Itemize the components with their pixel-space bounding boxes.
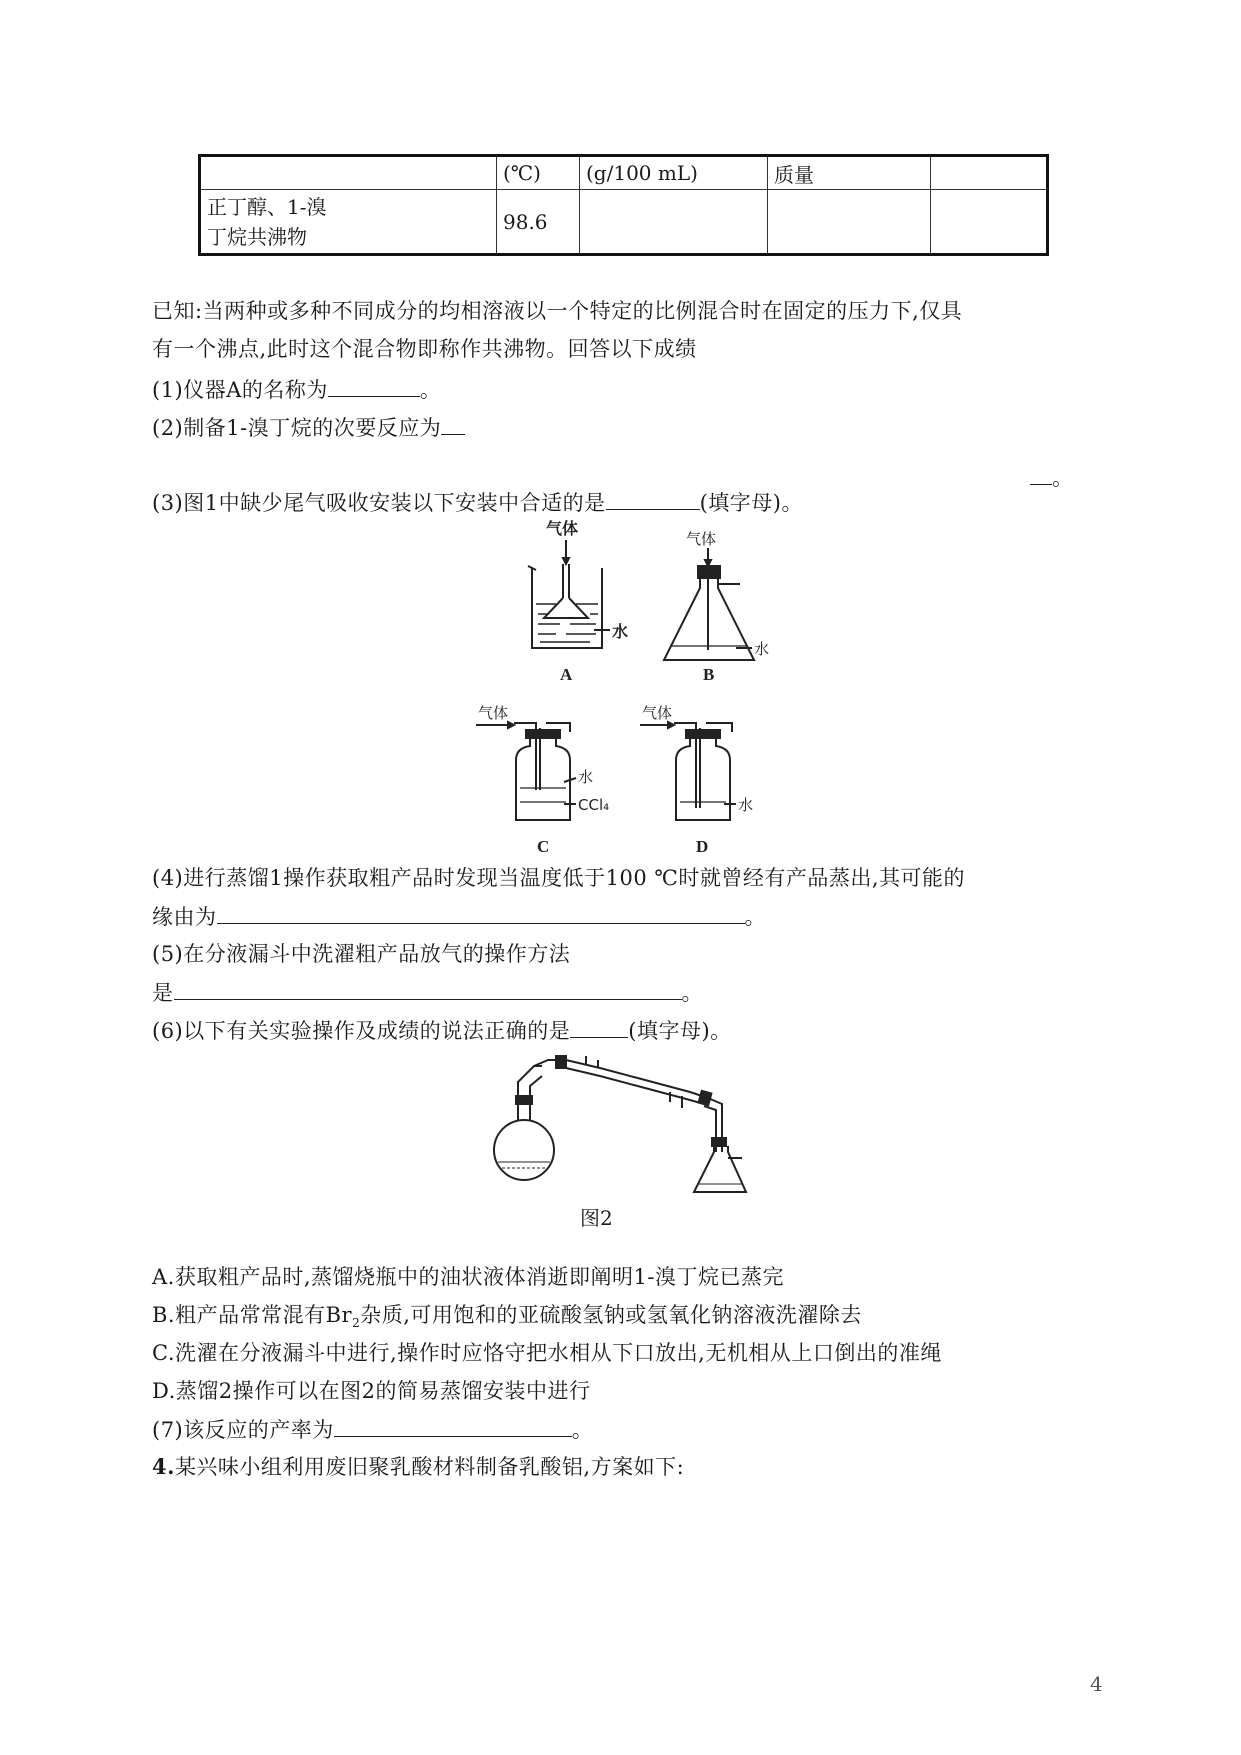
table-cell-bp: 98.6 bbox=[497, 190, 580, 255]
name-line: 丁烷共沸物 bbox=[207, 224, 307, 249]
gas-label-a: 气体 bbox=[546, 520, 579, 538]
question-5-line-2 bbox=[152, 977, 703, 1008]
question-7 bbox=[152, 1414, 593, 1445]
gas-label-d: 气体 bbox=[642, 704, 673, 722]
water-label-b: 水 bbox=[754, 640, 770, 658]
water-label-d: 水 bbox=[738, 796, 754, 814]
option-b bbox=[152, 1300, 862, 1338]
table-cell-mass bbox=[768, 190, 931, 255]
option-a: A.获取粗产品时,蒸馏烧瓶中的油状液体消逝即阐明1-溴丁烷已蒸完 bbox=[152, 1265, 784, 1289]
known-text-2: 有一个沸点,此时这个混合物即称作共沸物。回答以下成绩 bbox=[152, 337, 697, 361]
question-1 bbox=[152, 374, 441, 405]
option-d: D.蒸馏2操作可以在图2的简易蒸馏安装中进行 bbox=[152, 1379, 591, 1403]
q2-end: 。 bbox=[1052, 466, 1074, 490]
q7-text: (7)该反应的产率为 bbox=[152, 1418, 334, 1442]
q5-answer-blank[interactable] bbox=[174, 977, 682, 1000]
table-header-cell bbox=[931, 156, 1048, 190]
gas-absorption-apparatus-figure bbox=[460, 520, 800, 860]
table-header-cell bbox=[200, 156, 497, 190]
q6-answer-blank[interactable] bbox=[570, 1015, 628, 1038]
q2-text: (2)制备1-溴丁烷的次要反应为 bbox=[152, 416, 442, 440]
option-b-subscript: 2 bbox=[352, 1316, 361, 1331]
q7-answer-blank[interactable] bbox=[334, 1414, 572, 1437]
known-text-1: 已知:当两种或多种不同成分的均相溶液以一个特定的比例混合时在固定的压力下,仅具 bbox=[152, 299, 963, 323]
question-6 bbox=[152, 1015, 732, 1046]
question-4-line-2 bbox=[152, 901, 766, 932]
apparatus-a bbox=[528, 520, 628, 684]
question-2 bbox=[152, 412, 465, 443]
q4-text: 缘由为 bbox=[152, 905, 217, 929]
q6-end: (填字母)。 bbox=[628, 1019, 732, 1043]
q3-text: (3)图1中缺少尾气吸收安装以下安装中合适的是 bbox=[152, 491, 606, 515]
name-line: 正丁醇、1-溴 bbox=[207, 194, 327, 219]
distillation-apparatus-figure-2 bbox=[490, 1052, 760, 1202]
q1-answer-blank[interactable] bbox=[328, 374, 420, 397]
q1-text: (1)仪器A的名称为 bbox=[152, 378, 328, 402]
table-cell-name bbox=[200, 190, 497, 255]
q7-end: 。 bbox=[571, 1418, 594, 1442]
q6-text: (6)以下有关实验操作及成绩的说法正确的是 bbox=[152, 1019, 571, 1043]
table-header-row bbox=[200, 156, 1048, 190]
label-b: B bbox=[703, 665, 715, 684]
table-cell-solubility bbox=[580, 190, 768, 255]
label-a: A bbox=[560, 665, 573, 684]
gas-label-c: 气体 bbox=[478, 704, 509, 722]
table-header-cell: 质量 bbox=[768, 156, 931, 190]
table-header-cell: (g/100 mL) bbox=[580, 156, 768, 190]
properties-table bbox=[198, 154, 1049, 256]
q3-answer-blank[interactable] bbox=[606, 487, 700, 510]
q4-answer-blank[interactable] bbox=[217, 901, 745, 924]
table-row bbox=[200, 190, 1048, 255]
table-cell-extra bbox=[931, 190, 1048, 255]
apparatus-c bbox=[476, 704, 609, 856]
label-c: C bbox=[537, 837, 550, 856]
question-number: 4. bbox=[152, 1454, 175, 1479]
water-label-c: 水 bbox=[578, 768, 594, 786]
question-3 bbox=[152, 487, 803, 518]
page-number: 4 bbox=[1090, 1672, 1103, 1696]
water-label-a: 水 bbox=[612, 622, 629, 641]
q5-text: 是 bbox=[152, 981, 174, 1005]
option-c: C.洗濯在分液漏斗中进行,操作时应恪守把水相从下口放出,无机相从上口倒出的准绳 bbox=[152, 1341, 942, 1365]
q4-end: 。 bbox=[744, 905, 766, 929]
ccl4-label: CCl₄ bbox=[578, 796, 610, 814]
question-4-next bbox=[152, 1452, 684, 1482]
q2-answer-blank[interactable] bbox=[441, 412, 465, 435]
gas-label-b: 气体 bbox=[686, 530, 717, 548]
table-header-cell: (℃) bbox=[497, 156, 580, 190]
question-5-line-1: (5)在分液漏斗中洗濯粗产品放气的操作方法 bbox=[152, 942, 571, 966]
q2-answer-blank-end[interactable] bbox=[1030, 462, 1052, 485]
figure-2-caption: 图2 bbox=[580, 1206, 613, 1230]
label-d: D bbox=[696, 837, 709, 856]
q2-answer-end bbox=[1030, 462, 1074, 493]
question-4-line-1: (4)进行蒸馏1操作获取粗产品时发现当温度低于100 ℃时就曾经有产品蒸出,其可能的 bbox=[152, 866, 966, 890]
option-b-text-start: B.粗产品常常混有Br bbox=[152, 1303, 353, 1327]
apparatus-b bbox=[664, 530, 769, 684]
option-b-text-end: 杂质,可用饱和的亚硫酸氢钠或氢氧化钠溶液洗濯除去 bbox=[360, 1303, 862, 1327]
q1-end: 。 bbox=[419, 378, 442, 402]
apparatus-d bbox=[640, 704, 753, 856]
q3-end: (填字母)。 bbox=[699, 491, 803, 515]
question-4-next-text: 某兴味小组利用废旧聚乳酸材料制备乳酸铝,方案如下: bbox=[174, 1455, 685, 1479]
q5-end: 。 bbox=[681, 981, 703, 1005]
